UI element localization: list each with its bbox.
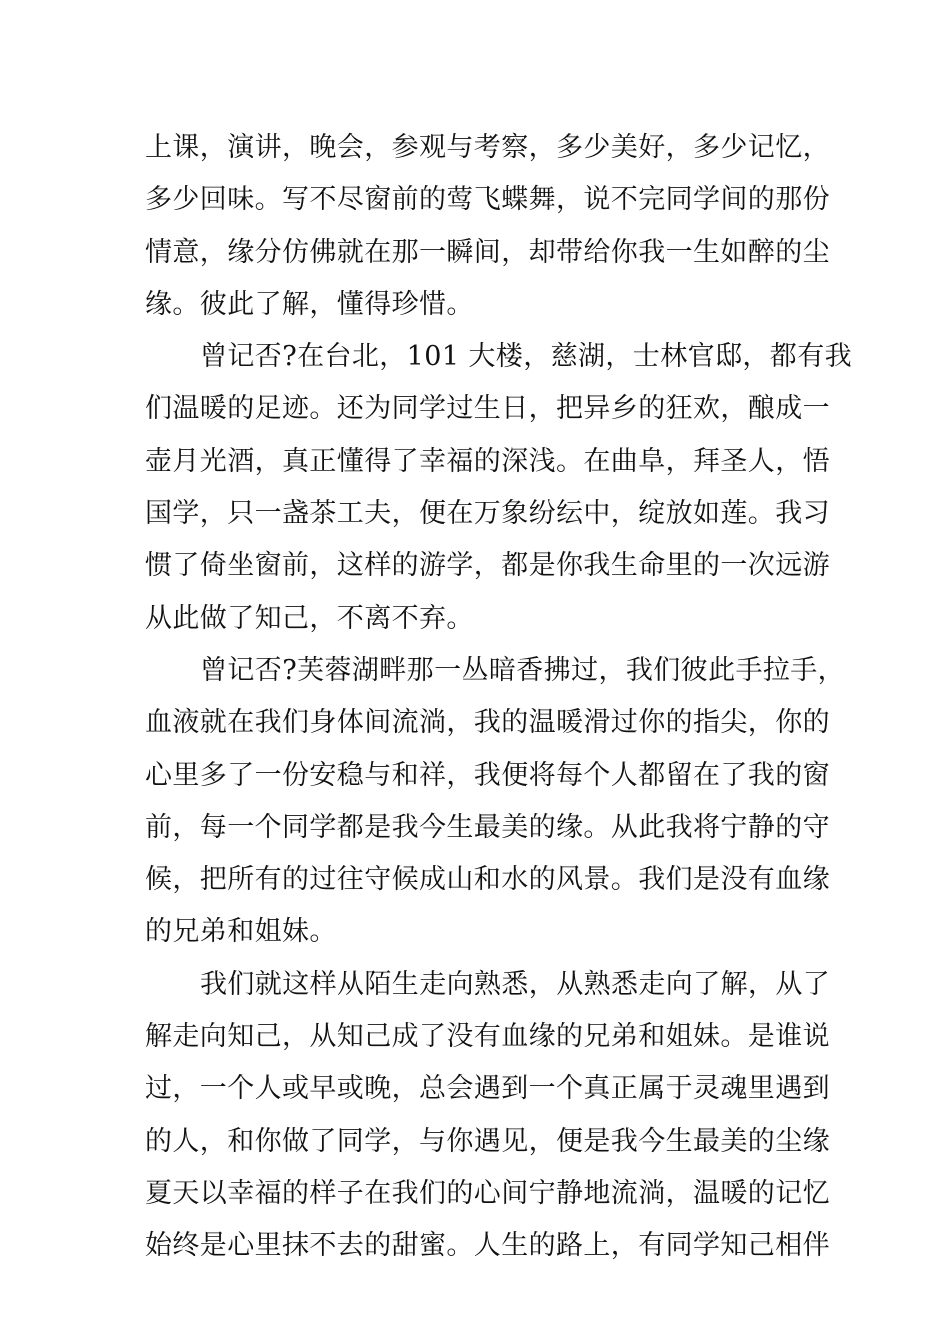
text-line: 的兄弟和姐妹。 <box>145 916 337 948</box>
text-line: 夏天以幸福的样子在我们的心间宁静地流淌，温暖的记忆 <box>145 1177 830 1209</box>
text-line: 多少回味。写不尽窗前的莺飞蝶舞，说不完同学间的那份 <box>145 184 830 216</box>
paragraph-first-line: 我们就这样从陌生走向熟悉，从熟悉走向了解，从了 <box>200 968 831 1000</box>
paragraph-first-line: 曾记否?芙蓉湖畔那一丛暗香拂过，我们彼此手拉手， <box>200 654 846 686</box>
text-line: 惯了倚坐窗前，这样的游学，都是你我生命里的一次远游 <box>145 550 830 582</box>
text-line: 血液就在我们身体间流淌，我的温暖滑过你的指尖，你的 <box>145 707 830 739</box>
text-line: 过，一个人或早或晚，总会遇到一个真正属于灵魂里遇到 <box>145 1073 830 1105</box>
text-line: 们温暖的足迹。还为同学过生日，把异乡的狂欢，酿成一 <box>145 393 830 425</box>
text-line: 心里多了一份安稳与和祥，我便将每个人都留在了我的窗 <box>145 759 830 791</box>
body-text <box>145 126 852 1277</box>
text-line: 的人，和你做了同学，与你遇见，便是我今生最美的尘缘 <box>145 1125 830 1157</box>
text-line: 前，每一个同学都是我今生最美的缘。从此我将宁静的守 <box>145 811 830 843</box>
text-line: 始终是心里抹不去的甜蜜。人生的路上，有同学知己相伴 <box>145 1230 830 1262</box>
text-line: 候，把所有的过往守候成山和水的风景。我们是没有血缘 <box>145 864 830 896</box>
text-line: 国学，只一盏茶工夫，便在万象纷纭中，绽放如莲。我习 <box>145 498 830 530</box>
text-line: 解走向知己，从知己成了没有血缘的兄弟和姐妹。是谁说 <box>145 1021 830 1053</box>
text-line: 情意，缘分仿佛就在那一瞬间，却带给你我一生如醉的尘 <box>145 236 830 268</box>
paragraph-first-line: 曾记否?在台北，101 大楼，慈湖，士林官邸，都有我 <box>200 341 852 373</box>
text-line: 壶月光酒，真正懂得了幸福的深浅。在曲阜，拜圣人，悟 <box>145 445 830 477</box>
text-line: 上课，演讲，晚会，参观与考察，多少美好，多少记忆， <box>145 132 830 163</box>
text-line: 缘。彼此了解，懂得珍惜。 <box>145 288 474 320</box>
text-line: 从此做了知己，不离不弃。 <box>145 602 474 634</box>
